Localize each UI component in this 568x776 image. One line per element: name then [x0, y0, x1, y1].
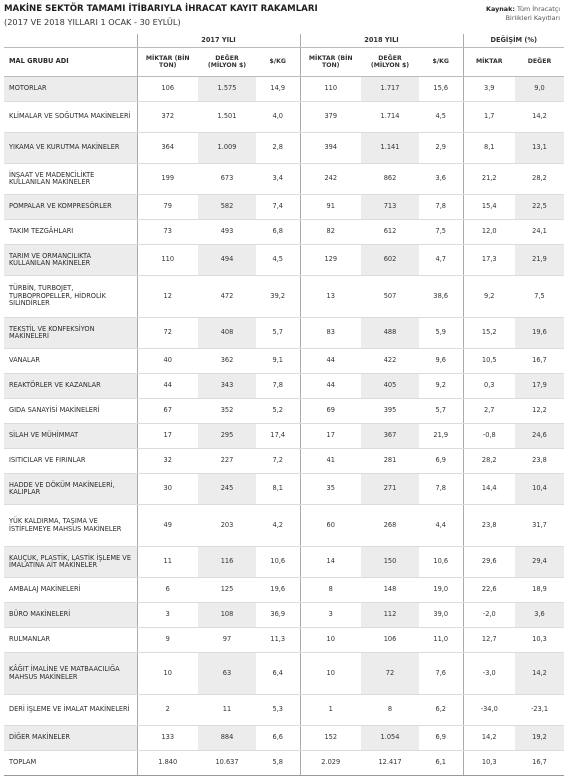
page-title: MAKİNE SEKTÖR TAMAMI İTİBARIYLA İHRACAT KAYIT RAKAMLARI — [4, 4, 318, 14]
cell-k18: 6,9 — [419, 449, 463, 474]
cell-cm: -3,0 — [463, 653, 515, 695]
cell-m17: 49 — [137, 505, 198, 547]
cell-d17: 11 — [198, 695, 256, 726]
cell-cm: 12,0 — [463, 220, 515, 245]
col-header-name: MAL GRUBU ADI — [4, 48, 137, 77]
cell-d18: 106 — [361, 628, 419, 653]
cell-m17: 2 — [137, 695, 198, 726]
cell-d18: 1.141 — [361, 133, 419, 164]
cell-k18: 7,8 — [419, 195, 463, 220]
cell-d17: 1.501 — [198, 102, 256, 133]
cell-cm: -0,8 — [463, 424, 515, 449]
cell-k17: 10,6 — [256, 547, 300, 578]
cell-cm: 0,3 — [463, 374, 515, 399]
cell-d17: 1.009 — [198, 133, 256, 164]
cell-d17: 1.575 — [198, 77, 256, 102]
cell-cd: 23,8 — [515, 449, 564, 474]
cell-d17: 494 — [198, 245, 256, 276]
cell-cd: 12,2 — [515, 399, 564, 424]
cell-m18: 13 — [300, 276, 361, 318]
cell-m17: 133 — [137, 726, 198, 751]
cell-k17: 4,0 — [256, 102, 300, 133]
group-header-2017: 2017 YILI — [137, 34, 300, 48]
cell-cm: 1,7 — [463, 102, 515, 133]
cell-cd: 14,2 — [515, 653, 564, 695]
cell-cd: 19,2 — [515, 726, 564, 751]
cell-m17: 9 — [137, 628, 198, 653]
cell-d18: 8 — [361, 695, 419, 726]
table-row — [4, 399, 564, 424]
table-row — [4, 349, 564, 374]
cell-k17: 9,1 — [256, 349, 300, 374]
col-header-change-qty: MİKTAR — [463, 48, 515, 77]
row-name: YIKAMA VE KURUTMA MAKİNELER — [4, 133, 137, 164]
row-name: TÜRBİN, TURBOJET, TURBOPROPELLER, HİDROLİK SİLİNDİRLER — [4, 276, 137, 318]
cell-cm: 12,7 — [463, 628, 515, 653]
cell-d18: 862 — [361, 164, 419, 195]
cell-k17: 4,2 — [256, 505, 300, 547]
table-row — [4, 318, 564, 349]
table-row — [4, 628, 564, 653]
cell-k17: 39,2 — [256, 276, 300, 318]
cell-k18: 9,6 — [419, 349, 463, 374]
row-name: KÂĞIT İMALİNE VE MATBAACILIĞA MAHSUS MAKİNELER — [4, 653, 137, 695]
cell-d17: 408 — [198, 318, 256, 349]
cell-m18: 10 — [300, 628, 361, 653]
cell-m17: 40 — [137, 349, 198, 374]
cell-cd: 16,7 — [515, 751, 564, 776]
row-name: YÜK KALDIRMA, TAŞIMA VE İSTİFLEMEYE MAHSUS MAKİNELER — [4, 505, 137, 547]
table-row — [4, 276, 564, 318]
cell-m18: 242 — [300, 164, 361, 195]
cell-d17: 493 — [198, 220, 256, 245]
row-name: TARIM VE ORMANCILIKTA KULLANILAN MAKİNELER — [4, 245, 137, 276]
page-subtitle: (2017 VE 2018 YILLARI 1 OCAK - 30 EYLÜL) — [4, 17, 181, 27]
column-header-row — [4, 48, 564, 77]
cell-k18: 10,6 — [419, 547, 463, 578]
cell-cd: 16,7 — [515, 349, 564, 374]
cell-k17: 2,8 — [256, 133, 300, 164]
cell-k17: 4,5 — [256, 245, 300, 276]
cell-d17: 295 — [198, 424, 256, 449]
cell-k18: 15,6 — [419, 77, 463, 102]
cell-cd: 31,7 — [515, 505, 564, 547]
cell-m17: 199 — [137, 164, 198, 195]
table-row — [4, 133, 564, 164]
cell-cd: 13,1 — [515, 133, 564, 164]
cell-cd: 28,2 — [515, 164, 564, 195]
row-name: SİLAH VE MÜHİMMAT — [4, 424, 137, 449]
cell-d17: 125 — [198, 578, 256, 603]
col-header-change-val: DEĞER — [515, 48, 564, 77]
cell-m18: 394 — [300, 133, 361, 164]
cell-d17: 10.637 — [198, 751, 256, 776]
cell-d17: 97 — [198, 628, 256, 653]
cell-m18: 379 — [300, 102, 361, 133]
cell-cm: -34,0 — [463, 695, 515, 726]
cell-m17: 364 — [137, 133, 198, 164]
cell-cm: 2,7 — [463, 399, 515, 424]
row-name: DERİ İŞLEME VE İMALAT MAKİNELERİ — [4, 695, 137, 726]
cell-k17: 5,7 — [256, 318, 300, 349]
cell-m17: 3 — [137, 603, 198, 628]
cell-d18: 12.417 — [361, 751, 419, 776]
cell-d18: 395 — [361, 399, 419, 424]
cell-k18: 4,5 — [419, 102, 463, 133]
source-line-1: Tüm İhracatçı — [516, 5, 560, 13]
table-row — [4, 164, 564, 195]
cell-k17: 6,4 — [256, 653, 300, 695]
cell-m17: 30 — [137, 474, 198, 505]
cell-cm: 10,3 — [463, 751, 515, 776]
col-header-m17: MİKTAR (BİN TON) — [137, 48, 198, 77]
cell-m17: 106 — [137, 77, 198, 102]
row-name: BÜRO MAKİNELERİ — [4, 603, 137, 628]
cell-cm: 10,5 — [463, 349, 515, 374]
cell-k18: 6,1 — [419, 751, 463, 776]
cell-cd: 29,4 — [515, 547, 564, 578]
cell-cm: 15,4 — [463, 195, 515, 220]
cell-d18: 612 — [361, 220, 419, 245]
cell-m18: 10 — [300, 653, 361, 695]
table-row — [4, 424, 564, 449]
cell-m18: 14 — [300, 547, 361, 578]
cell-d17: 884 — [198, 726, 256, 751]
cell-k18: 39,0 — [419, 603, 463, 628]
source-label: Kaynak: — [486, 5, 515, 13]
cell-d18: 507 — [361, 276, 419, 318]
header — [4, 4, 564, 30]
cell-k18: 9,2 — [419, 374, 463, 399]
cell-m18: 60 — [300, 505, 361, 547]
table-row — [4, 751, 564, 776]
table-row — [4, 220, 564, 245]
cell-cd: 3,6 — [515, 603, 564, 628]
cell-d18: 367 — [361, 424, 419, 449]
cell-cd: 10,3 — [515, 628, 564, 653]
cell-k17: 7,8 — [256, 374, 300, 399]
cell-m18: 44 — [300, 349, 361, 374]
cell-k17: 5,3 — [256, 695, 300, 726]
cell-k17: 6,8 — [256, 220, 300, 245]
row-name: DİĞER MAKİNELER — [4, 726, 137, 751]
cell-d18: 405 — [361, 374, 419, 399]
cell-cm: -2,0 — [463, 603, 515, 628]
row-name: REAKTÖRLER VE KAZANLAR — [4, 374, 137, 399]
table-row — [4, 653, 564, 695]
cell-cd: 24,6 — [515, 424, 564, 449]
cell-k17: 5,2 — [256, 399, 300, 424]
cell-d18: 112 — [361, 603, 419, 628]
cell-d18: 713 — [361, 195, 419, 220]
cell-d17: 673 — [198, 164, 256, 195]
cell-k17: 6,6 — [256, 726, 300, 751]
cell-m17: 372 — [137, 102, 198, 133]
cell-d18: 1.054 — [361, 726, 419, 751]
col-header-k18: $/KG — [419, 48, 463, 77]
cell-d17: 63 — [198, 653, 256, 695]
cell-d18: 148 — [361, 578, 419, 603]
row-name: HADDE VE DÖKÜM MAKİNELERİ, KALIPLAR — [4, 474, 137, 505]
cell-k17: 17,4 — [256, 424, 300, 449]
cell-m17: 79 — [137, 195, 198, 220]
cell-m18: 1 — [300, 695, 361, 726]
table-row — [4, 695, 564, 726]
table-row — [4, 374, 564, 399]
table-row — [4, 245, 564, 276]
row-name: İNŞAAT VE MADENCİLİKTE KULLANILAN MAKİNELER — [4, 164, 137, 195]
source-note — [486, 5, 560, 23]
cell-cd: 18,9 — [515, 578, 564, 603]
table-row — [4, 195, 564, 220]
cell-cd: 19,6 — [515, 318, 564, 349]
cell-m17: 72 — [137, 318, 198, 349]
row-name: ISITICILAR VE FIRINLAR — [4, 449, 137, 474]
cell-m17: 73 — [137, 220, 198, 245]
cell-cd: 10,4 — [515, 474, 564, 505]
cell-d18: 271 — [361, 474, 419, 505]
cell-cd: 22,5 — [515, 195, 564, 220]
cell-k18: 38,6 — [419, 276, 463, 318]
cell-d18: 1.714 — [361, 102, 419, 133]
cell-d17: 472 — [198, 276, 256, 318]
cell-k17: 11,3 — [256, 628, 300, 653]
cell-d17: 582 — [198, 195, 256, 220]
cell-m18: 91 — [300, 195, 361, 220]
cell-d18: 1.717 — [361, 77, 419, 102]
cell-m17: 44 — [137, 374, 198, 399]
cell-m17: 6 — [137, 578, 198, 603]
group-header-2018: 2018 YILI — [300, 34, 463, 48]
table-row — [4, 77, 564, 102]
row-name: VANALAR — [4, 349, 137, 374]
table-row — [4, 547, 564, 578]
table-row — [4, 603, 564, 628]
col-header-m18: MİKTAR (BİN TON) — [300, 48, 361, 77]
cell-k18: 7,6 — [419, 653, 463, 695]
cell-k17: 5,8 — [256, 751, 300, 776]
cell-m18: 2.029 — [300, 751, 361, 776]
cell-cd: 24,1 — [515, 220, 564, 245]
cell-m18: 69 — [300, 399, 361, 424]
cell-cd: -23,1 — [515, 695, 564, 726]
cell-k18: 6,2 — [419, 695, 463, 726]
cell-cm: 29,6 — [463, 547, 515, 578]
cell-k18: 4,7 — [419, 245, 463, 276]
cell-k17: 3,4 — [256, 164, 300, 195]
cell-k18: 4,4 — [419, 505, 463, 547]
group-header-empty — [4, 34, 137, 48]
cell-d18: 602 — [361, 245, 419, 276]
cell-k17: 7,2 — [256, 449, 300, 474]
row-name: POMPALAR VE KOMPRESÖRLER — [4, 195, 137, 220]
table-row — [4, 726, 564, 751]
cell-cm: 3,9 — [463, 77, 515, 102]
row-name: KAUÇUK, PLASTİK, LASTİK İŞLEME VE İMALATINA AİT MAKİNELER — [4, 547, 137, 578]
cell-k18: 5,7 — [419, 399, 463, 424]
cell-m18: 41 — [300, 449, 361, 474]
cell-m18: 83 — [300, 318, 361, 349]
cell-k18: 5,9 — [419, 318, 463, 349]
row-name: MOTORLAR — [4, 77, 137, 102]
row-name: TAKIM TEZGÂHLARI — [4, 220, 137, 245]
row-name: GIDA SANAYİSİ MAKİNELERİ — [4, 399, 137, 424]
table-body — [4, 77, 564, 776]
cell-m18: 82 — [300, 220, 361, 245]
cell-cd: 9,0 — [515, 77, 564, 102]
row-name: RULMANLAR — [4, 628, 137, 653]
table-row — [4, 102, 564, 133]
cell-k17: 14,9 — [256, 77, 300, 102]
cell-m17: 17 — [137, 424, 198, 449]
cell-cm: 14,2 — [463, 726, 515, 751]
cell-d18: 268 — [361, 505, 419, 547]
cell-m18: 3 — [300, 603, 361, 628]
cell-cd: 14,2 — [515, 102, 564, 133]
cell-cm: 15,2 — [463, 318, 515, 349]
table-row — [4, 474, 564, 505]
cell-cm: 23,8 — [463, 505, 515, 547]
cell-m17: 11 — [137, 547, 198, 578]
cell-k18: 11,0 — [419, 628, 463, 653]
table-row — [4, 578, 564, 603]
cell-k18: 6,9 — [419, 726, 463, 751]
row-name: TOPLAM — [4, 751, 137, 776]
cell-d17: 352 — [198, 399, 256, 424]
cell-m17: 10 — [137, 653, 198, 695]
cell-m18: 8 — [300, 578, 361, 603]
cell-d18: 422 — [361, 349, 419, 374]
cell-m17: 1.840 — [137, 751, 198, 776]
cell-cm: 14,4 — [463, 474, 515, 505]
col-header-d17: DEĞER (MİLYON $) — [198, 48, 256, 77]
cell-m17: 32 — [137, 449, 198, 474]
cell-cd: 21,9 — [515, 245, 564, 276]
cell-m18: 35 — [300, 474, 361, 505]
cell-d18: 150 — [361, 547, 419, 578]
group-header-row — [4, 34, 564, 48]
cell-cm: 8,1 — [463, 133, 515, 164]
cell-m17: 12 — [137, 276, 198, 318]
cell-d17: 245 — [198, 474, 256, 505]
cell-k18: 7,8 — [419, 474, 463, 505]
source-line-2: Birlikleri Kayıtları — [505, 14, 560, 22]
row-name: KLİMALAR VE SOĞUTMA MAKİNELERİ — [4, 102, 137, 133]
cell-cd: 7,5 — [515, 276, 564, 318]
cell-m18: 110 — [300, 77, 361, 102]
cell-d17: 203 — [198, 505, 256, 547]
cell-d17: 362 — [198, 349, 256, 374]
cell-d18: 488 — [361, 318, 419, 349]
cell-cm: 22,6 — [463, 578, 515, 603]
cell-m17: 110 — [137, 245, 198, 276]
cell-k18: 21,9 — [419, 424, 463, 449]
cell-m17: 67 — [137, 399, 198, 424]
table-row — [4, 505, 564, 547]
cell-m18: 44 — [300, 374, 361, 399]
row-name: AMBALAJ MAKİNELERİ — [4, 578, 137, 603]
cell-d17: 108 — [198, 603, 256, 628]
cell-cm: 9,2 — [463, 276, 515, 318]
table-row — [4, 449, 564, 474]
cell-k18: 19,0 — [419, 578, 463, 603]
cell-k17: 19,6 — [256, 578, 300, 603]
cell-k17: 36,9 — [256, 603, 300, 628]
cell-k18: 7,5 — [419, 220, 463, 245]
col-header-k17: $/KG — [256, 48, 300, 77]
cell-m18: 129 — [300, 245, 361, 276]
cell-cm: 21,2 — [463, 164, 515, 195]
col-header-d18: DEĞER (MİLYON $) — [361, 48, 419, 77]
cell-d17: 116 — [198, 547, 256, 578]
cell-cm: 28,2 — [463, 449, 515, 474]
cell-m18: 152 — [300, 726, 361, 751]
cell-k17: 8,1 — [256, 474, 300, 505]
cell-k18: 3,6 — [419, 164, 463, 195]
cell-d18: 281 — [361, 449, 419, 474]
cell-m18: 17 — [300, 424, 361, 449]
export-table — [4, 34, 564, 776]
cell-d17: 227 — [198, 449, 256, 474]
group-header-change: DEĞİŞİM (%) — [463, 34, 564, 48]
cell-cm: 17,3 — [463, 245, 515, 276]
cell-d18: 72 — [361, 653, 419, 695]
cell-d17: 343 — [198, 374, 256, 399]
cell-cd: 17,9 — [515, 374, 564, 399]
row-name: TEKSTİL VE KONFEKSİYON MAKİNELERİ — [4, 318, 137, 349]
cell-k18: 2,9 — [419, 133, 463, 164]
cell-k17: 7,4 — [256, 195, 300, 220]
